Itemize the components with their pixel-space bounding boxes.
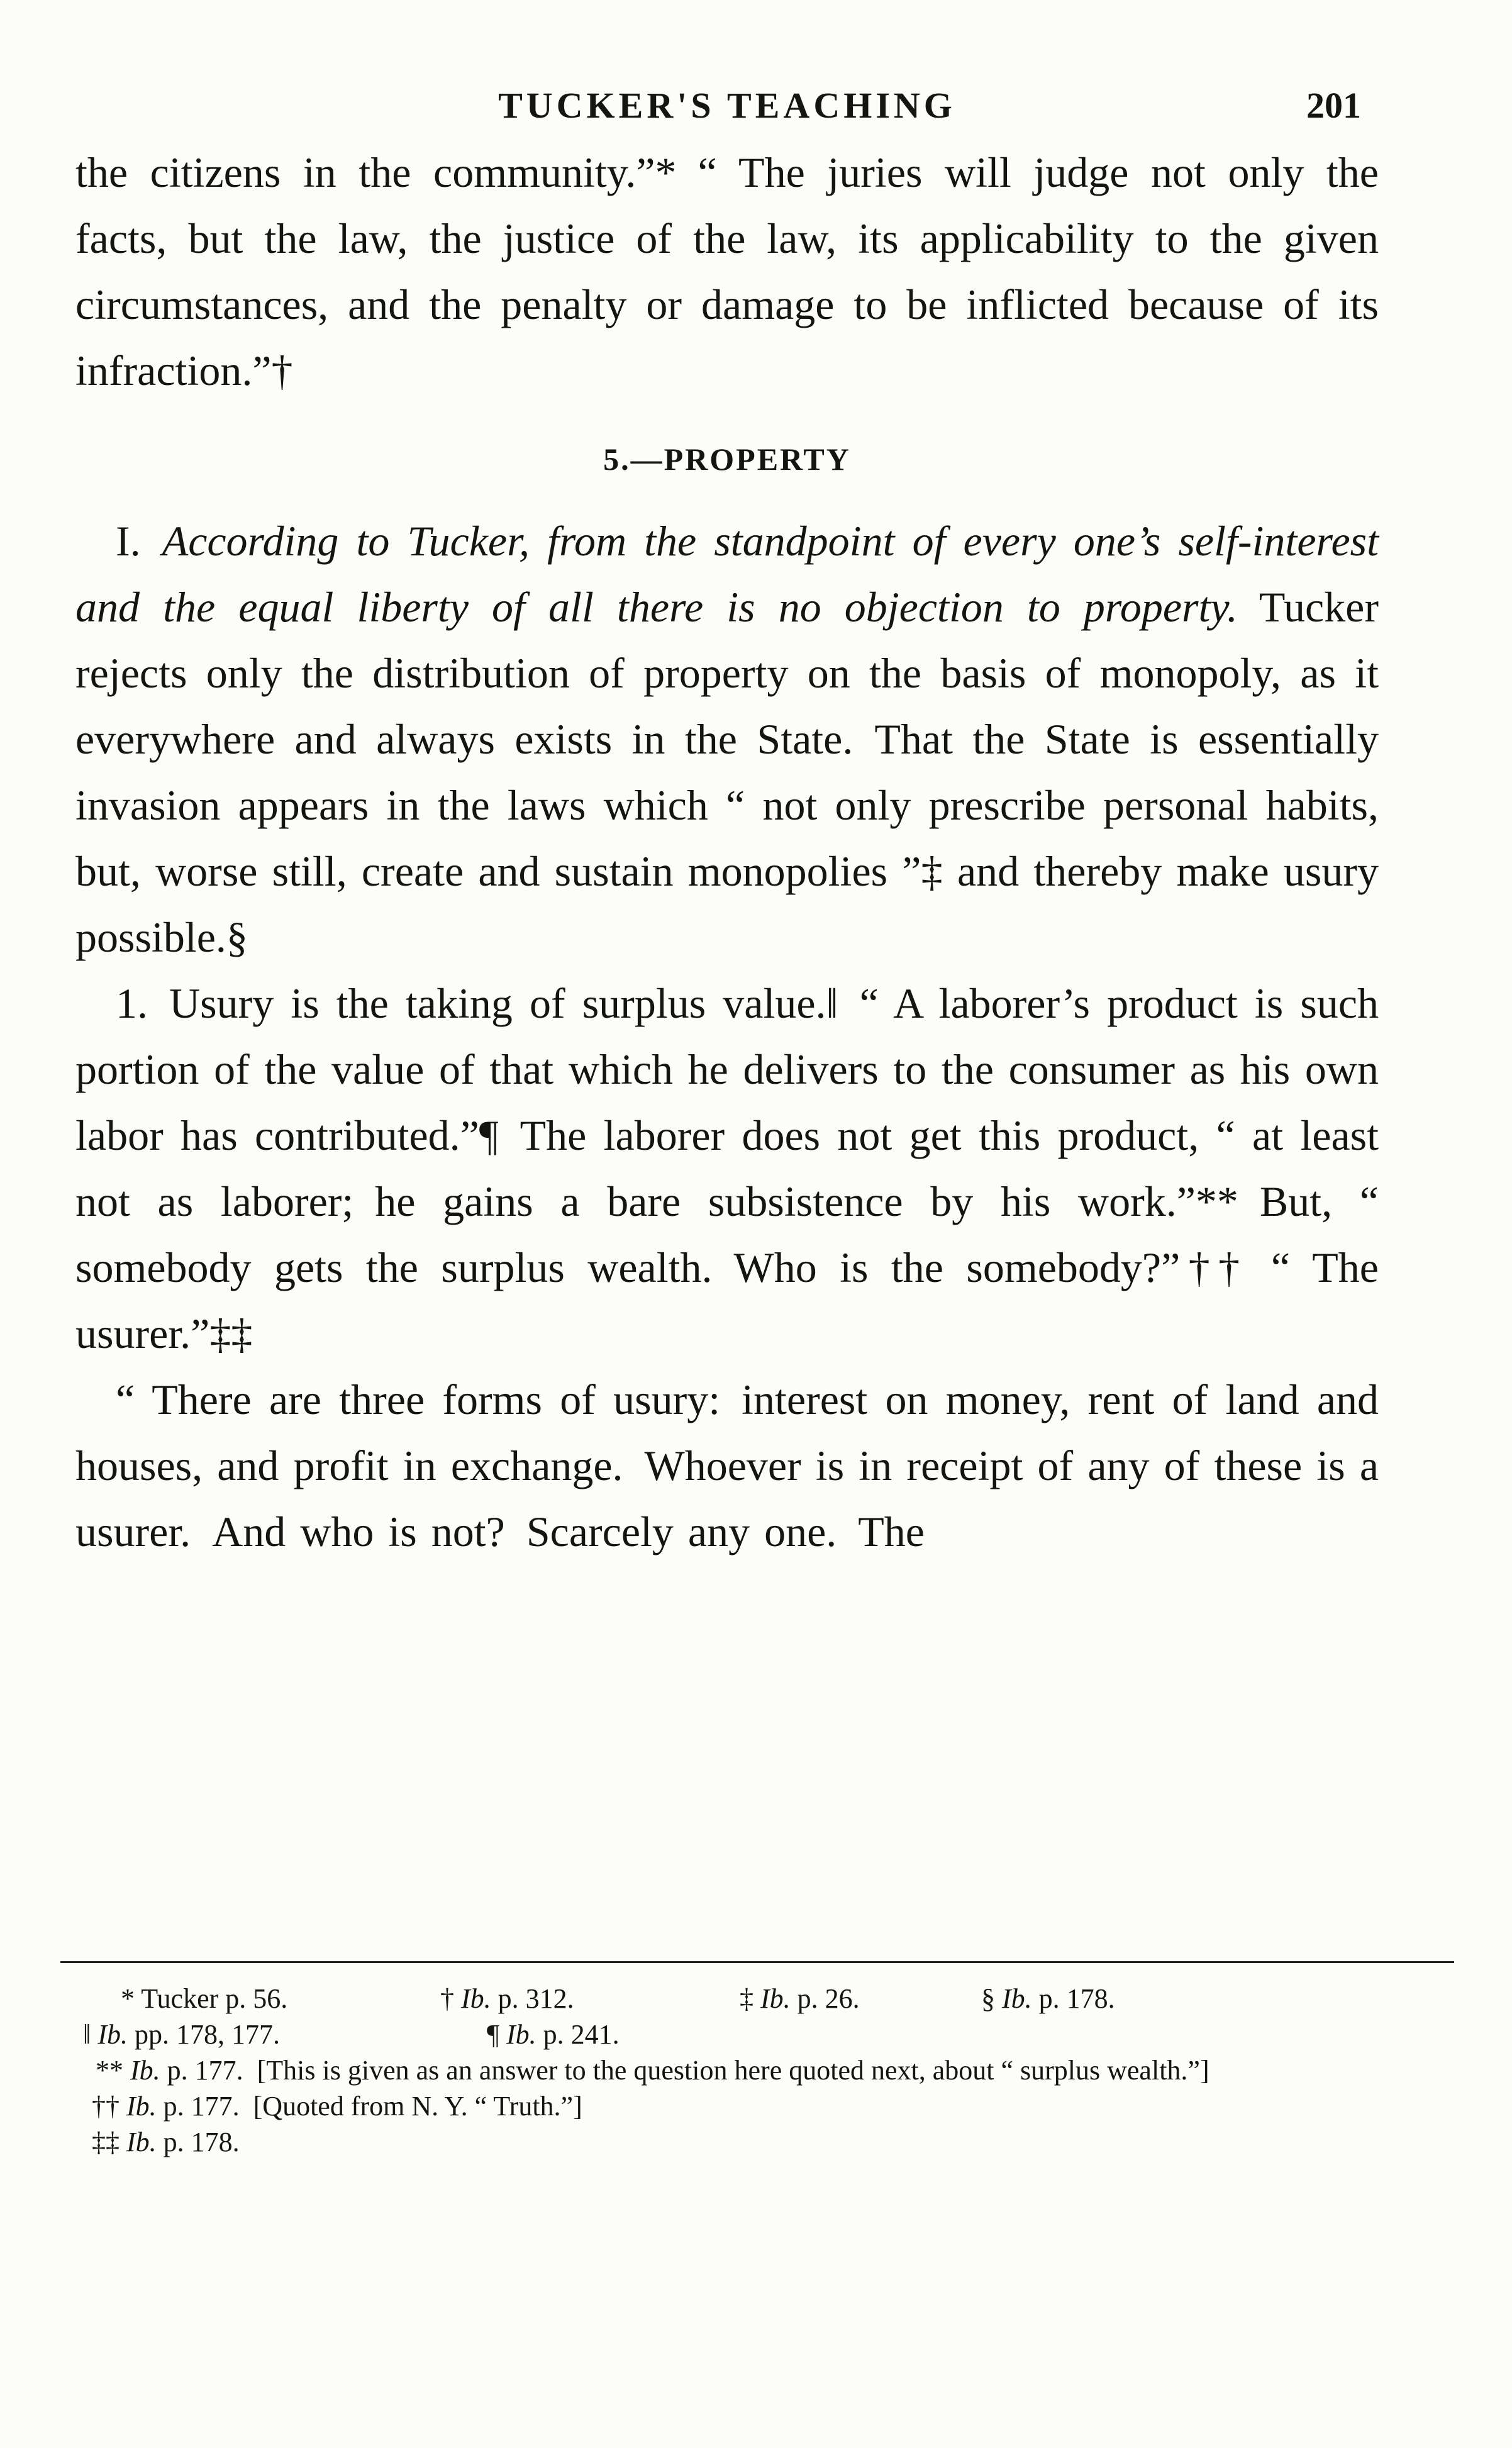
text-segment: p. 177. [This is given as an answer to the question here quoted next, about “ surplus wealth.”] [160, 2055, 1209, 2086]
footnote-parallel-mark [83, 2017, 487, 2052]
text-segment: the citizens in the community.”* “ The juries will judge not only the facts, but the law, the justice of the law, its applicability to the given circumstances, and the penalty or damage to be inflicted because of its infraction.”† [75, 148, 1379, 394]
paragraph-continuation [75, 140, 1379, 404]
text-segment: p. 178. [156, 2127, 240, 2157]
paragraph-proposition [75, 508, 1379, 971]
footnote-tucker-p56 [121, 1981, 440, 2017]
text-segment: †† [92, 2091, 126, 2122]
text-segment: p. 178. [1031, 1983, 1115, 2014]
footnote-double-asterisk [60, 2052, 1454, 2088]
text-segment: † [440, 1983, 461, 2014]
footnote-block [60, 1961, 1454, 2160]
text-segment: According to Tucker, from the standpoint of every one’s self-interest and the equal liberty of all there is no objection to property. [75, 517, 1379, 631]
paragraph-usury [75, 971, 1379, 1367]
text-segment: ¶ [487, 2019, 506, 2050]
page-content [75, 81, 1379, 1565]
running-title: TUCKER'S TEACHING [498, 85, 956, 126]
page-body [75, 140, 1379, 1565]
text-segment: ** [96, 2055, 130, 2086]
text-segment: p. 177. [Quoted from N. Y. “ Truth.”] [156, 2091, 582, 2122]
text-segment: Ib. [130, 2055, 160, 2086]
text-segment: Ib. [126, 2127, 157, 2157]
text-segment: § [981, 1983, 1002, 2014]
text-segment: Ib. [1002, 1983, 1032, 2014]
text-segment: Ib. [126, 2091, 157, 2122]
footnote-double-dagger-2 [60, 2088, 1454, 2124]
text-segment: p. 26. [790, 1983, 860, 2014]
footnote-section-mark [981, 1981, 1115, 2017]
text-segment: ‡ [740, 1983, 760, 2014]
text-segment: pp. 178, 177. [128, 2019, 281, 2050]
text-segment: 1. Usury is the taking of surplus value.‖ “ A laborer’s product is such portion of the value of that which he delivers to the consumer as his own labor has contributed.”¶ The laborer does not get this product, “ at least not as laborer; he gains a bare subsistence by his work.”** But, “ somebody gets the surplus wealth. Who is the somebody?”†† “ The usurer.”‡‡ [75, 979, 1379, 1357]
footnote-row [60, 2017, 1454, 2052]
footnote-dagger [440, 1981, 740, 2017]
text-segment: ‖ [83, 2019, 98, 2050]
text-segment: Ib. [461, 1983, 491, 2014]
page-number: 201 [1306, 85, 1361, 126]
text-segment: I. [116, 517, 162, 565]
text-segment: “ There are three forms of usury: interest on money, rent of land and houses, and profit in exchange. Whoever is in receipt of any of these is a usurer. And who is not? Scarcely any one. The [75, 1376, 1379, 1555]
page-header [75, 81, 1379, 131]
text-segment: ‡‡ [92, 2127, 126, 2157]
footnote-double-dagger [740, 1981, 981, 2017]
footnote-pilcrow [487, 2017, 620, 2052]
text-segment: * Tucker p. 56. [121, 1983, 288, 2014]
text-segment: Ib. [506, 2019, 536, 2050]
text-segment: Ib. [760, 1983, 791, 2014]
text-segment: Tucker rejects only the distribution of property on the basis of monopoly, as it everywhere and always exists in the State. That the State is essentially invasion appears in the laws which “ not only prescribe personal habits, but, worse still, create and sustain monopolies ”‡ and thereby make usury possible.§ [75, 583, 1379, 961]
text-segment: p. 312. [491, 1983, 574, 2014]
paragraph-three-forms [75, 1367, 1379, 1565]
footnote-double-double-dagger [60, 2124, 1454, 2160]
text-segment: p. 241. [536, 2019, 620, 2050]
footnote-row [60, 1981, 1454, 2017]
section-heading: 5.—PROPERTY [603, 442, 851, 477]
footnote-rule [60, 1961, 1454, 1963]
text-segment: Ib. [97, 2019, 128, 2050]
footnotes [60, 1981, 1454, 2160]
